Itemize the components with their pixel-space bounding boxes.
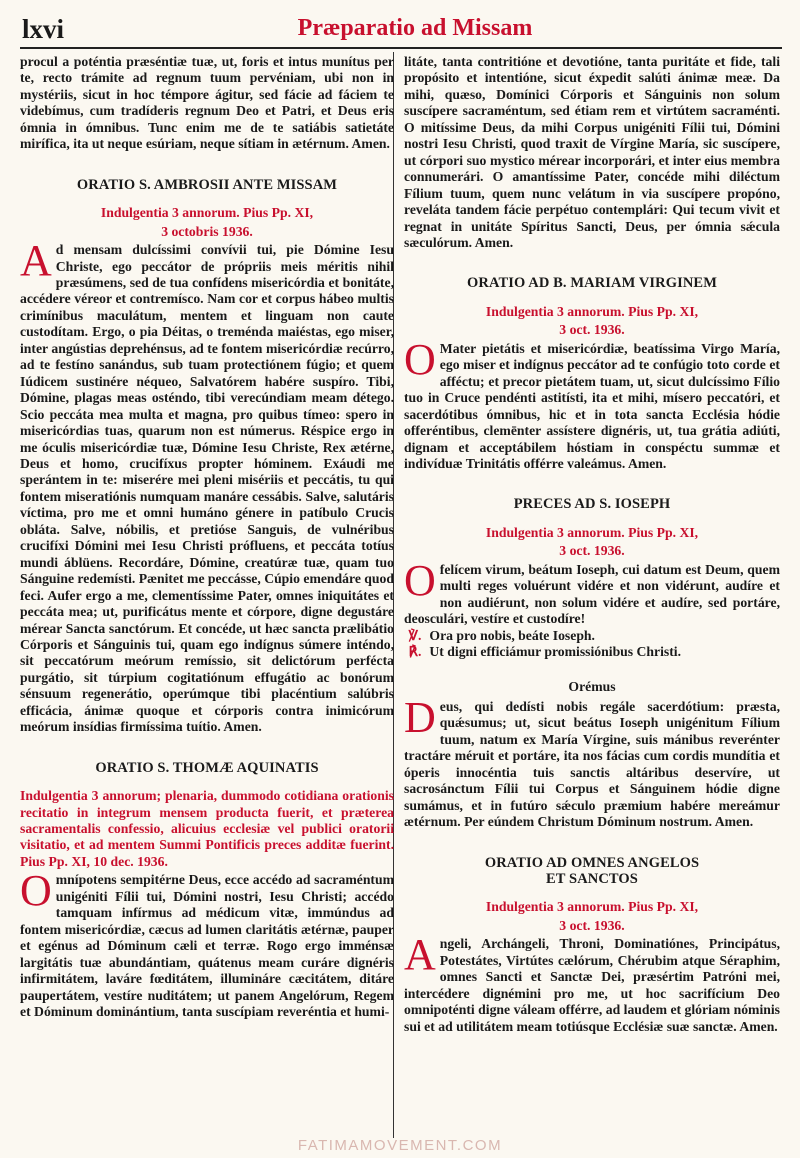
angels-heading-line-2: ET SANCTOS [546, 871, 638, 888]
page-number: lxvi [22, 14, 65, 44]
response-symbol: ℟. [408, 644, 422, 660]
versicle-text: Ora pro nobis, beáte Ioseph. [429, 627, 595, 643]
oremus-heading: Orémus [568, 678, 616, 694]
joseph-collect [404, 692, 780, 831]
joseph-indulgence-line-1: Indulgentia 3 annorum. Pius Pp. XI, [485, 524, 699, 540]
ambrose-heading: ORATIO S. AMBROSII ANTE MISSAM [76, 176, 338, 193]
joseph-prayer [404, 555, 780, 628]
thomas-heading: ORATIO S. THOMÆ AQUINATIS [95, 759, 319, 776]
versicle [404, 628, 780, 644]
joseph-collect-text: eus, qui dedísti nobis regále sacerdótium: præsta, quǽsumus; ut, sicut beátus Ioseph unigénitum Fílium tuum, natum ex María Vírgine, suis mánibus reverénter tractáre méruit et portáre, ita nos fácias cum cordis mundítia et óperis innocéntia tuis sanctis altáribus deservíre, ut sacrosánctum Fílii tui Corpus et Sánguinem hódie digne sumámus, et in futúro sǽculo præmium habére mereámur ætérnum. Per eúndem Christum Dóminum nostrum. Amen. [404, 698, 780, 830]
angels-indulgence-line-2: 3 oct. 1936. [559, 917, 625, 933]
joseph-indulgence-line-2: 3 oct. 1936. [559, 543, 625, 559]
angels-indulgence-line-1: Indulgentia 3 annorum. Pius Pp. XI, [485, 899, 699, 915]
versicle-symbol: ℣. [408, 627, 422, 643]
ambrose-indulgence-line-2: 3 octobris 1936. [161, 223, 253, 239]
joseph-heading: PRECES AD S. IOSEPH [513, 496, 671, 513]
mary-prayer [404, 334, 780, 473]
running-title: Præparatio ad Missam [297, 15, 533, 41]
angels-prayer [404, 930, 780, 1035]
mary-indulgence-line-1: Indulgentia 3 annorum. Pius Pp. XI, [485, 303, 699, 319]
mary-prayer-text: Mater pietátis et misericórdiæ, beatíssima Virgo María, ego miser et indígnus peccátor ad te confúgio toto corde et afféctu; et precor pietátem tuam, ut, sicut dulcíssimo Fílio tuo in Cruce pendénti astitísti, ita et mihi, mísero peccatóri, et sacerdótibus ómnibus, hic et in tota sancta Ecclésia hódie offeréntibus, clemēnter assístere dignéris, ut, tua grátia adiúti, dignam et acceptábilem hóstiam in conspéctu summæ et indivíduæ Trinitátis offérre valeámus. Amen. [404, 340, 780, 471]
angels-heading-line-1: ORATIO AD OMNES ANGELOS [484, 854, 700, 871]
intro-paragraph: procul a poténtia præséntiæ tuæ, ut, foris et intus munítus per te, recto trámite ad regnum tuum pervéniam, ubi non in mystériis, sicut in hoc témpore ágitur, sed fácie ad fáciem te videbímus, cum tradíderis regnum Deo et Patri, et Deus eris ómnia in ómnibus. Tunc enim me de te satiábis satietáte mirífica, ita ut neque esúriam, neque sítiam in ætérnum. Amen. [20, 54, 394, 152]
thomas-prayer-continuation: litáte, tanta contritióne et devotióne, tanta puritáte et fide, tali propósito et intentióne, sicut éxpedit salúti ánimæ meæ. Da mihi, quæso, Domínici Córporis et Sánguinis non solum suscípere sacraméntum, sed étiam rem et virtútem sacraménti. O mitíssime Deus, da mihi Corpus unigéniti Fílii tui, Dómini nostri Iesu Christi, quod traxit de Vírgine María, sic suscípere, ut córpori suo mystico mérear incorporári, et inter eius membra connumerári. O amantíssime Pater, concéde mihi diléctum Fílium tuum, quem nunc velátum in via suscípere propóno, reveláta tandem fácie perpétuo contemplári: Qui tecum vivit et regnat in unitáte Spíritus Sancti, Deus, per ómnia sǽcula sæculórum. Amen. [404, 54, 780, 250]
thomas-prayer [20, 866, 394, 1020]
watermark: FATIMAMOVEMENT.COM [297, 1137, 503, 1154]
left-column [20, 54, 394, 1020]
response [404, 644, 780, 660]
drop-cap: O [404, 555, 436, 605]
ambrose-prayer-text: d mensam dulcíssimi convívii tui, pie Dómine Iesu Christe, ego peccátor de própriis meis méritis nihil præsúmens, sed de tua confídens misericórdia et bonitáte, accédere véreor et contremísco. Nam cor et corpus hábeo multis crimínibus maculátum, mentem et linguam non caute custodítam. Ergo, o pia Déitas, o treménda maiéstas, ego miser, inter angústias deprehénsus, ad te fontem misericórdiæ recúrro, ad te festíno sanándus, sub tuam protectiónem fúgio; et quem Iúdicem sustinére néqueo, Salvatórem habére suspíro. Tibi, Dómine, plagas meas osténdo, tibi verecúndiam meam détego. Scio peccáta mea multa et magna, pro quibus tímeo: spero in misericórdias tuas, quarum non est númerus. Réspice ergo in me óculis misericórdiæ tuæ, Dómine Iesu Christe, Rex ætérne, Deus et homo, crucifíxus propter hóminem. Exáudi me sperántem in te: miserére mei pleni misériis et peccátis, tu qui fontem miseratiónis numquam manáre cessábis. Salve, salutáris víctima, pro me et omni humáno génere in patíbulo Crucis obláta. Salve, nóbilis, et pretióse Sanguis, de vulnéribus crucifíxi Dómini mei Iesu Christi prófluens, et peccáta totíus mundi áblüens. Recordáre, Dómine, creatúræ tuæ, quam tuo Sánguine redemísti. Pænitet me peccásse, Cúpio emendáre quod feci. Aufer ergo a me, clementíssime Pater, omnes iniquitátes et peccáta mea; ut, purificátus mente et córpore, digne degustáre mérear Sancta sanctórum. Et concéde, ut hæc sancta prælibátio Córporis et Sánguinis tui, quam ego indígnus súmere inténdo, sit peccatórum meórum remíssio, sit delictórum perfécta purgátio, sit túrpium cogitatiónum effugátio ac bonórum sénsuum regenerátio, operúmque tibi placéntium salúbris efficácia, ánimæ quoque et córporis contra inimicórum meórum insídias firmíssima tuítio. Amen. [20, 242, 394, 735]
ambrose-indulgence-line-1: Indulgentia 3 annorum. Pius Pp. XI, [100, 205, 314, 221]
angels-prayer-text: ngeli, Archángeli, Throni, Dominatiónes, Principátus, Potestátes, Virtútes cælórum, Chérubim atque Séraphim, omnes Sancti et Sanctæ Dei, præsértim Patróni mei, intercédere dignémini pro me, ut hoc sacrifícium Deo omnipoténti digne váleam offérre, ad laudem et glóriam nóminis sui et ad utilitátem meam totiúsque Ecclésiæ suæ sanctæ. Amen. [404, 936, 780, 1034]
page-header [20, 8, 780, 46]
right-column [404, 54, 780, 1035]
drop-cap: D [404, 692, 436, 742]
thomas-prayer-text: mnípotens sempitérne Deus, ecce accédo ad sacraméntum unigéniti Fílii tui, Dómini nostri, Iesu Christi; accédo tamquam infírmus ad médicum vitæ, immúndus ad fontem misericórdiæ, cæcus ad lumen claritátis ætérnæ, pauper et egénus ad Dóminum cæli et terræ. Rogo ergo imménsæ largitátis tuæ abundántiam, quátenus meam curáre dignéris infirmitátem, laváre fœditátem, illumináre cæcitátem, ditáre paupertátem, vestíre nuditátem; ut panem Angelórum, Regem et Dóminum dominántium, tanta suscípiam reveréntia et humi- [20, 872, 394, 1020]
drop-cap: O [404, 334, 436, 384]
drop-cap: A [20, 236, 52, 286]
mary-indulgence-line-2: 3 oct. 1936. [559, 322, 625, 338]
header-rule [20, 47, 782, 49]
response-text: Ut digni efficiámur promissiónibus Christi. [429, 644, 682, 660]
drop-cap: A [404, 930, 436, 980]
ambrose-prayer [20, 236, 394, 736]
mary-heading: ORATIO AD B. MARIAM VIRGINEM [467, 275, 717, 292]
drop-cap: O [20, 866, 52, 916]
joseph-prayer-text: felícem virum, beátum Ioseph, cui datum est Deum, quem multi reges voluérunt vidére et non vidérunt, audíre et non audiérunt, non solum vidére et audíre, sed portáre, deosculári, vestíre et custodíre! [404, 561, 780, 627]
thomas-indulgence: Indulgentia 3 annorum; plenaria, dummodo cotidiana orationis recitatio in integrum mensem producta fuerit, et præterea sacramentalis confessio, alicuius ecclesiæ vel publici oratorii visitatio, et ad mentem Summi Pontificis preces additæ fuerint. Pius Pp. XI, 10 dec. 1936. [20, 788, 394, 869]
